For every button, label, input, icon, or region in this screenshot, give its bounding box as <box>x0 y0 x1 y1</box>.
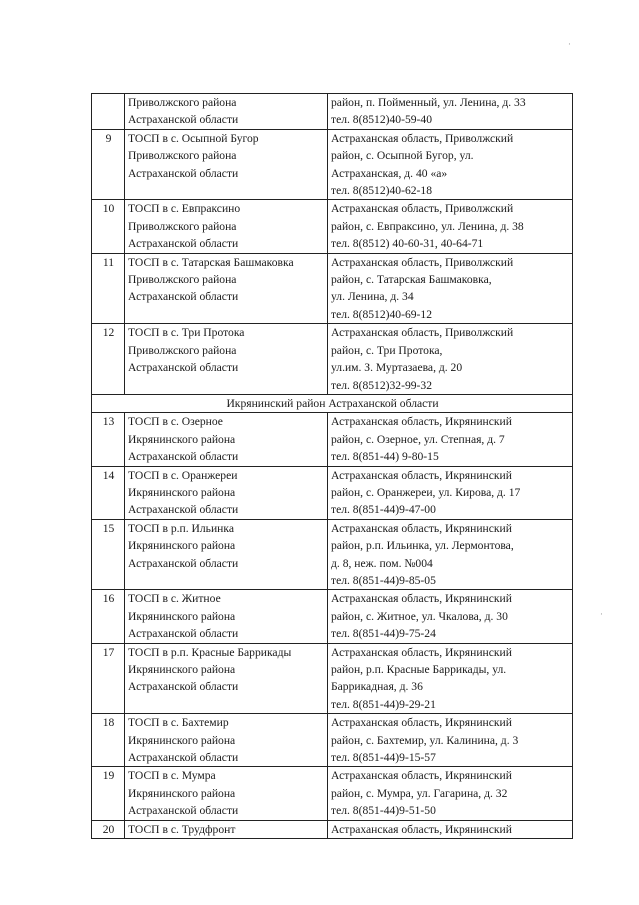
organization-cell <box>125 643 328 714</box>
organization-cell <box>125 413 328 466</box>
organization-line: Приволжского района <box>128 273 237 287</box>
row-number <box>92 94 125 130</box>
organization-line: Астраханской области <box>128 450 239 464</box>
table-body <box>92 94 573 839</box>
organization-line: Астраханской области <box>128 166 239 180</box>
address-line: Астраханская область, Икрянинский <box>331 415 512 429</box>
organization-cell <box>125 714 328 767</box>
table-row <box>92 519 573 590</box>
address-cell <box>328 129 573 200</box>
organization-cell <box>125 253 328 324</box>
row-number: 17 <box>92 643 125 714</box>
address-line: ул. Ленина, д. 34 <box>331 290 414 304</box>
address-cell <box>328 714 573 767</box>
address-line: Баррикадная, д. 36 <box>331 680 423 694</box>
table-row <box>92 324 573 395</box>
address-line: тел. 8(851-44)9-15-57 <box>331 751 436 765</box>
organization-line: ТОСП в с. Трудфронт <box>128 822 236 836</box>
organization-line: Астраханской области <box>128 361 239 375</box>
organization-line: Астраханской области <box>128 556 239 570</box>
address-line: Астраханская область, Приволжский <box>331 131 514 145</box>
organization-line: ТОСП в с. Татарская Башмаковка <box>128 255 294 269</box>
table-row <box>92 767 573 820</box>
organization-cell <box>125 590 328 643</box>
row-number: 12 <box>92 324 125 395</box>
organization-line: Икрянинского района <box>128 663 236 676</box>
address-line: тел. 8(8512)40-69-12 <box>331 307 433 321</box>
address-line: тел. 8(8512) 40-60-31, 40-64-71 <box>331 237 484 251</box>
address-line: тел. 8(851-44) 9-80-15 <box>331 450 439 464</box>
address-cell <box>328 466 573 519</box>
address-line: тел. 8(8512)32-99-32 <box>331 378 433 392</box>
address-line: Астраханская область, Приволжский <box>331 326 514 340</box>
scan-mark: · <box>568 40 571 50</box>
organization-line: Астраханской области <box>128 503 239 517</box>
address-line: Астраханская область, Икрянинский <box>331 521 512 535</box>
scan-mark: · <box>600 610 603 620</box>
row-number: 11 <box>92 253 125 324</box>
organization-line: ТОСП в р.п. Ильинка <box>128 521 234 535</box>
row-number: 20 <box>92 820 125 838</box>
table-row <box>92 820 573 838</box>
address-cell <box>328 519 573 590</box>
address-line: д. 8, неж. пом. №004 <box>331 556 433 570</box>
organization-line: Икрянинского района <box>128 432 236 446</box>
address-line: район, с. Евпраксино, ул. Ленина, д. 38 <box>331 219 524 233</box>
organization-cell <box>125 519 328 590</box>
address-line: Астраханская, д. 40 «а» <box>331 166 448 180</box>
row-number: 9 <box>92 129 125 200</box>
table-row <box>92 200 573 253</box>
organization-line: ТОСП в с. Оранжереи <box>128 468 238 482</box>
organization-cell <box>125 94 328 130</box>
organization-line: Икрянинского района <box>128 539 236 553</box>
table-row <box>92 643 573 714</box>
row-number: 19 <box>92 767 125 820</box>
table-row <box>92 590 573 643</box>
organization-line: ТОСП в с. Евпраксино <box>128 202 241 216</box>
organization-cell <box>125 129 328 200</box>
organization-line: ТОСП в р.п. Красные Баррикады <box>128 645 292 659</box>
organization-line: Астраханской области <box>128 627 239 641</box>
row-number: 16 <box>92 590 125 643</box>
tosp-address-table <box>91 93 573 839</box>
table-row <box>92 714 573 767</box>
organization-cell <box>125 767 328 820</box>
address-line: ул.им. З. Муртазаева, д. 20 <box>331 361 463 375</box>
organization-line: Икрянинского района <box>128 609 236 623</box>
section-title: Икрянинский район Астраханской области <box>92 394 573 412</box>
address-line: район, с. Житное, ул. Чкалова, д. 30 <box>331 609 508 623</box>
address-cell <box>328 94 573 130</box>
organization-line: ТОСП в с. Озерное <box>128 415 223 429</box>
organization-cell <box>125 466 328 519</box>
row-number: 14 <box>92 466 125 519</box>
address-line: район, р.п. Ильинка, ул. Лермонтова, <box>331 539 514 553</box>
row-number: 10 <box>92 200 125 253</box>
organization-line: Икрянинского района <box>128 485 236 499</box>
address-cell <box>328 820 573 838</box>
organization-line: Астраханской области <box>128 290 239 304</box>
organization-cell <box>125 820 328 838</box>
address-cell <box>328 413 573 466</box>
address-line: Астраханская область, Икрянинский <box>331 769 512 783</box>
organization-line: Приволжского района <box>128 149 237 163</box>
organization-line: Приволжского района <box>128 343 237 357</box>
address-line: тел. 8(851-44)9-51-50 <box>331 804 436 818</box>
address-line: Астраханская область, Икрянинский <box>331 645 512 659</box>
address-line: район, с. Осыпной Бугор, ул. <box>331 149 474 163</box>
table-row <box>92 466 573 519</box>
organization-line: Икрянинского района <box>128 786 236 800</box>
address-line: район, с. Бахтемир, ул. Калинина, д. 3 <box>331 733 519 747</box>
organization-line: ТОСП в с. Три Протока <box>128 326 245 340</box>
section-header-row <box>92 394 573 412</box>
address-cell <box>328 767 573 820</box>
organization-line: ТОСП в с. Осыпной Бугор <box>128 131 259 145</box>
table-row <box>92 129 573 200</box>
address-line: Астраханская область, Икрянинский <box>331 592 512 606</box>
address-cell <box>328 590 573 643</box>
address-line: район, с. Татарская Башмаковка, <box>331 273 492 287</box>
address-cell <box>328 324 573 395</box>
address-line: район, р.п. Красные Баррикады, ул. <box>331 663 507 676</box>
address-line: район, с. Оранжереи, ул. Кирова, д. 17 <box>331 485 521 499</box>
table-row <box>92 253 573 324</box>
address-line: тел. 8(851-44)9-75-24 <box>331 627 436 641</box>
address-line: тел. 8(8512)40-59-40 <box>331 113 433 127</box>
address-line: район, с. Мумра, ул. Гагарина, д. 32 <box>331 786 508 800</box>
address-line: тел. 8(851-44)9-85-05 <box>331 573 436 587</box>
address-line: Астраханская область, Икрянинский <box>331 468 512 482</box>
organization-line: Астраханской области <box>128 804 239 818</box>
row-number: 18 <box>92 714 125 767</box>
organization-line: Астраханской области <box>128 113 239 127</box>
address-line: Астраханская область, Икрянинский <box>331 716 512 730</box>
address-line: тел. 8(851-44)9-29-21 <box>331 697 436 711</box>
table-row <box>92 94 573 130</box>
row-number: 13 <box>92 413 125 466</box>
table-row <box>92 413 573 466</box>
address-line: Астраханская область, Приволжский <box>331 202 514 216</box>
organization-cell <box>125 200 328 253</box>
row-number: 15 <box>92 519 125 590</box>
address-cell <box>328 200 573 253</box>
address-cell <box>328 643 573 714</box>
address-line: Астраханская область, Приволжский <box>331 255 514 269</box>
organization-line: Астраханской области <box>128 237 239 251</box>
organization-line: Приволжского района <box>128 96 237 109</box>
address-cell <box>328 253 573 324</box>
organization-line: Астраханской области <box>128 680 239 694</box>
organization-cell <box>125 324 328 395</box>
address-line: район, с. Три Протока, <box>331 343 443 357</box>
address-line: район, с. Озерное, ул. Степная, д. 7 <box>331 432 505 446</box>
organization-line: Астраханской области <box>128 751 239 765</box>
address-line: Астраханская область, Икрянинский <box>331 822 512 836</box>
address-line: тел. 8(851-44)9-47-00 <box>331 503 436 517</box>
organization-line: ТОСП в с. Мумра <box>128 769 216 783</box>
organization-line: Приволжского района <box>128 219 237 233</box>
address-line: тел. 8(8512)40-62-18 <box>331 184 433 198</box>
organization-line: ТОСП в с. Житное <box>128 592 221 606</box>
organization-line: Икрянинского района <box>128 733 236 747</box>
address-line: район, п. Пойменный, ул. Ленина, д. 33 <box>331 96 526 109</box>
organization-line: ТОСП в с. Бахтемир <box>128 716 229 730</box>
